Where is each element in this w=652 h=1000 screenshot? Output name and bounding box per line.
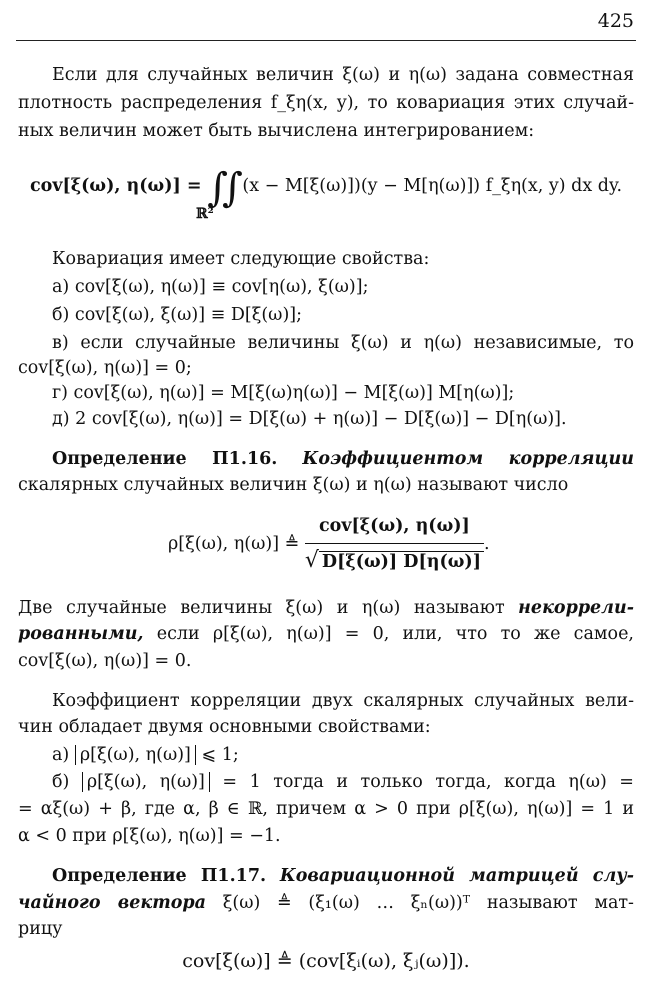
text: плотность распределения f_ξη(x, y), то ковариация этих случай- <box>18 93 634 113</box>
correlation-denominator: D[ξ(ω)] D[η(ω)] <box>319 551 484 572</box>
uncorrelated-term-part-2: рованными, <box>18 624 144 644</box>
text: скалярных случайных величин ξ(ω) и η(ω) называют число <box>18 475 569 495</box>
paragraph-1-line-1 <box>52 64 634 86</box>
abs-value-expression: ρ[ξ(ω), η(ω)] <box>75 745 196 765</box>
text: Ковариация имеет следующие свойства: <box>52 249 430 269</box>
property-e <box>52 408 567 430</box>
text: α < 0 при ρ[ξ(ω), η(ω)] = −1. <box>18 826 281 846</box>
text: рицу <box>18 919 63 939</box>
formula-cov-integral <box>30 165 623 211</box>
definition-16-line-2 <box>18 474 568 496</box>
paragraph-1-line-2 <box>18 92 634 114</box>
definition-17-line-2 <box>18 892 634 914</box>
property-b <box>52 304 302 326</box>
text: cov[ξ(ω), η(ω)] = 0; <box>18 358 192 378</box>
corr-props-line-2 <box>18 716 431 738</box>
definition-16-term: Коэффициентом корреляции <box>302 449 634 469</box>
double-integral-sign: ∫∫ <box>207 165 237 211</box>
text: Две случайные величины ξ(ω) и η(ω) называют <box>18 598 505 618</box>
correlation-lhs: ρ[ξ(ω), η(ω)] ≜ <box>168 534 300 554</box>
text: в) если случайные величины ξ(ω) и η(ω) независимые, то <box>52 333 634 353</box>
formula-correlation-coefficient <box>168 512 490 576</box>
text: чин обладает двумя основными свойствами: <box>18 717 431 737</box>
text: Коэффициент корреляции двух скалярных случайных вели- <box>52 691 634 711</box>
correlation-denominator-group <box>305 544 484 576</box>
text: г) cov[ξ(ω), η(ω)] = M[ξ(ω)η(ω)] − M[ξ(ω)] M[η(ω)]; <box>52 383 515 403</box>
corr-prop-b-line-2 <box>18 798 634 820</box>
property-c-line-1 <box>52 332 634 354</box>
text: ных величин может быть вычислена интегрированием: <box>18 121 535 141</box>
header-rule <box>16 40 636 41</box>
correlation-numerator: cov[ξ(ω), η(ω)] <box>305 512 484 544</box>
text: Если для случайных величин ξ(ω) и η(ω) задана совместная <box>52 65 634 85</box>
correlation-fraction <box>305 512 484 576</box>
text: ⩽ 1; <box>201 745 239 765</box>
text: = αξ(ω) + β, где α, β ∈ ℝ, причем α > 0 при ρ[ξ(ω), η(ω)] = 1 и <box>18 799 634 819</box>
corr-prop-b-line-1 <box>52 771 634 793</box>
uncorrelated-line-2 <box>18 623 634 645</box>
property-c-line-2 <box>18 357 192 379</box>
text: б) <box>52 772 70 792</box>
formula-covariance-matrix <box>0 950 652 972</box>
text: д) 2 cov[ξ(ω), η(ω)] = D[ξ(ω) + η(ω)] − D[ξ(ω)] − D[η(ω)]. <box>52 409 567 429</box>
text: = 1 тогда и только тогда, когда η(ω) = <box>222 772 634 792</box>
sqrt-sign: √ <box>304 548 319 573</box>
abs-value-expression: ρ[ξ(ω), η(ω)] <box>82 772 210 792</box>
definition-17-label: Определение П1.17. <box>52 866 267 886</box>
property-a <box>52 276 368 298</box>
integral-domain: ℝ² <box>196 206 214 222</box>
page-number: 425 <box>597 10 634 32</box>
corr-prop-b-line-3 <box>18 825 281 847</box>
properties-intro <box>52 248 429 270</box>
property-d <box>52 382 514 404</box>
text: ξ(ω) ≜ (ξ₁(ω) … ξₙ(ω))ᵀ <box>222 893 471 913</box>
formula-lhs: cov[ξ(ω), η(ω)] = <box>30 176 202 196</box>
text: называют мат- <box>486 893 634 913</box>
text: а) cov[ξ(ω), η(ω)] ≡ cov[η(ω), ξ(ω)]; <box>52 277 369 297</box>
definition-16-label: Определение П1.16. <box>52 449 278 469</box>
text: а) <box>52 745 70 765</box>
uncorrelated-term-part-1: некоррели- <box>518 598 634 618</box>
uncorrelated-line-3 <box>18 650 191 672</box>
uncorrelated-line-1 <box>18 597 634 619</box>
definition-16-line-1 <box>52 448 634 470</box>
text: cov[ξ(ω)] ≜ (cov[ξᵢ(ω), ξⱼ(ω)]). <box>182 950 470 972</box>
formula-period: . <box>484 534 490 554</box>
text: б) cov[ξ(ω), ξ(ω)] ≡ D[ξ(ω)]; <box>52 305 302 325</box>
definition-17-line-1 <box>52 865 634 887</box>
corr-prop-a <box>52 744 239 766</box>
text: если ρ[ξ(ω), η(ω)] = 0, или, что то же самое, <box>156 624 634 644</box>
definition-17-term-part-2: чайного вектора <box>18 893 207 913</box>
formula-rhs: (x − M[ξ(ω)])(y − M[η(ω)]) f_ξη(x, y) dx dy. <box>242 176 623 196</box>
text: cov[ξ(ω), η(ω)] = 0. <box>18 651 192 671</box>
paragraph-1-line-3 <box>18 120 534 142</box>
definition-17-term: Ковариационной матрицей слу- <box>279 866 634 886</box>
definition-17-line-3 <box>18 918 62 940</box>
corr-props-line-1 <box>52 690 634 712</box>
